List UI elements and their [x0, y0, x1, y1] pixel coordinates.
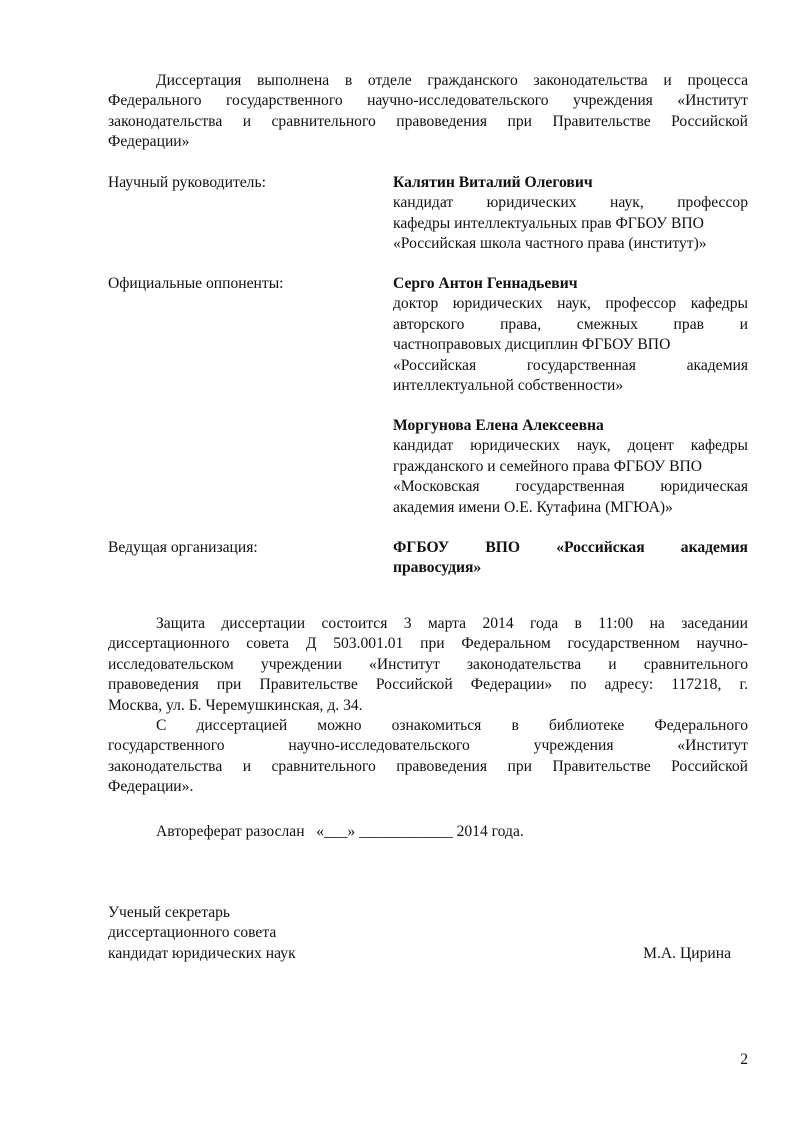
library-line-4: Федерации». — [108, 778, 194, 796]
opponent-2-detail-4: академия имени О.Е. Кутафина (МГЮА)» — [393, 498, 673, 516]
secretary-title-1: Ученый секретарь — [108, 904, 231, 921]
supervisor-label: Научный руководитель: — [108, 174, 266, 191]
defense-line-4: правоведения при Правительстве Российской Федерации» по адресу: 117218, г. — [108, 676, 748, 694]
leading-org-label: Ведущая организация: — [108, 539, 258, 556]
library-line-2: государственного научно-исследовательского учреждения «Институт — [108, 737, 748, 755]
defense-line-5: Москва, ул. Б. Черемушкинская, д. 34. — [108, 696, 363, 714]
opponent-1-detail-1: доктор юридических наук, профессор кафедры — [393, 295, 748, 313]
library-line-1: С диссертацией можно ознакомиться в библиотеке Федерального — [156, 717, 748, 734]
opponent-2-detail-1: кандидат юридических наук, доцент кафедры — [393, 437, 748, 455]
opponent-2-detail-2: гражданского и семейного права ФГБОУ ВПО — [393, 457, 703, 475]
opponent-1-detail-3: частноправовых дисциплин ФГБОУ ВПО — [393, 336, 671, 354]
intro-line-3: законодательства и сравнительного правоведения при Правительстве Российской — [108, 112, 748, 130]
secretary-title-3: кандидат юридических наук — [108, 944, 296, 962]
intro-paragraph — [108, 71, 748, 153]
opponent-1-detail-2: авторского права, смежных прав и — [393, 315, 748, 333]
supervisor-block — [393, 173, 748, 255]
intro-line-2: Федерального государственного научно-исследовательского учреждения «Институт — [108, 92, 748, 110]
defense-line-1: Защита диссертации состоится 3 марта 2014 года в 11:00 на заседании — [156, 615, 748, 632]
opponent-2-detail-3: «Московская государственная юридическая — [393, 478, 748, 496]
intro-line-1: Диссертация выполнена в отделе гражданского законодательства и процесса — [156, 72, 748, 89]
opponents-label: Официальные оппоненты: — [108, 275, 284, 292]
secretary-block — [108, 903, 296, 964]
defense-paragraph — [108, 614, 748, 716]
defense-line-3: исследовательском учреждении «Институт законодательства и сравнительного — [108, 655, 748, 673]
secretary-title-2: диссертационного совета — [108, 924, 277, 942]
library-line-3: законодательства и сравнительного правоведения при Правительстве Российской — [108, 757, 748, 775]
opponent-1-name: Серго Антон Геннадьевич — [393, 275, 578, 292]
opponent-1-detail-5: интеллектуальной собственности» — [393, 377, 624, 395]
secretary-name: М.А. Цирина — [643, 945, 731, 962]
opponent-2-name: Моргунова Елена Алексеевна — [393, 417, 604, 434]
page-number: 2 — [740, 1051, 748, 1068]
supervisor-detail-1: кандидат юридических наук, профессор — [393, 194, 748, 212]
library-paragraph — [108, 716, 748, 798]
leading-org-line-1: ФГБОУ ВПО «Российская академия — [393, 539, 748, 556]
opponent-2-block — [393, 416, 748, 518]
leading-org-line-2: правосудия» — [393, 559, 482, 577]
opponent-1-detail-4: «Российская государственная академия — [393, 356, 748, 374]
supervisor-name: Калятин Виталий Олегович — [393, 174, 593, 191]
mailing-date-line: Автореферат разослан «___» ____________ 2014 года. — [156, 823, 524, 840]
opponent-1-block — [393, 274, 748, 396]
supervisor-detail-2: кафедры интеллектуальных прав ФГБОУ ВПО — [393, 214, 704, 232]
intro-line-4: Федерации» — [108, 133, 190, 151]
defense-line-2: диссертационного совета Д 503.001.01 при Федеральном государственном научно- — [108, 635, 748, 653]
supervisor-detail-3: «Российская школа частного права (институт)» — [393, 235, 707, 253]
leading-org-block — [393, 538, 748, 579]
